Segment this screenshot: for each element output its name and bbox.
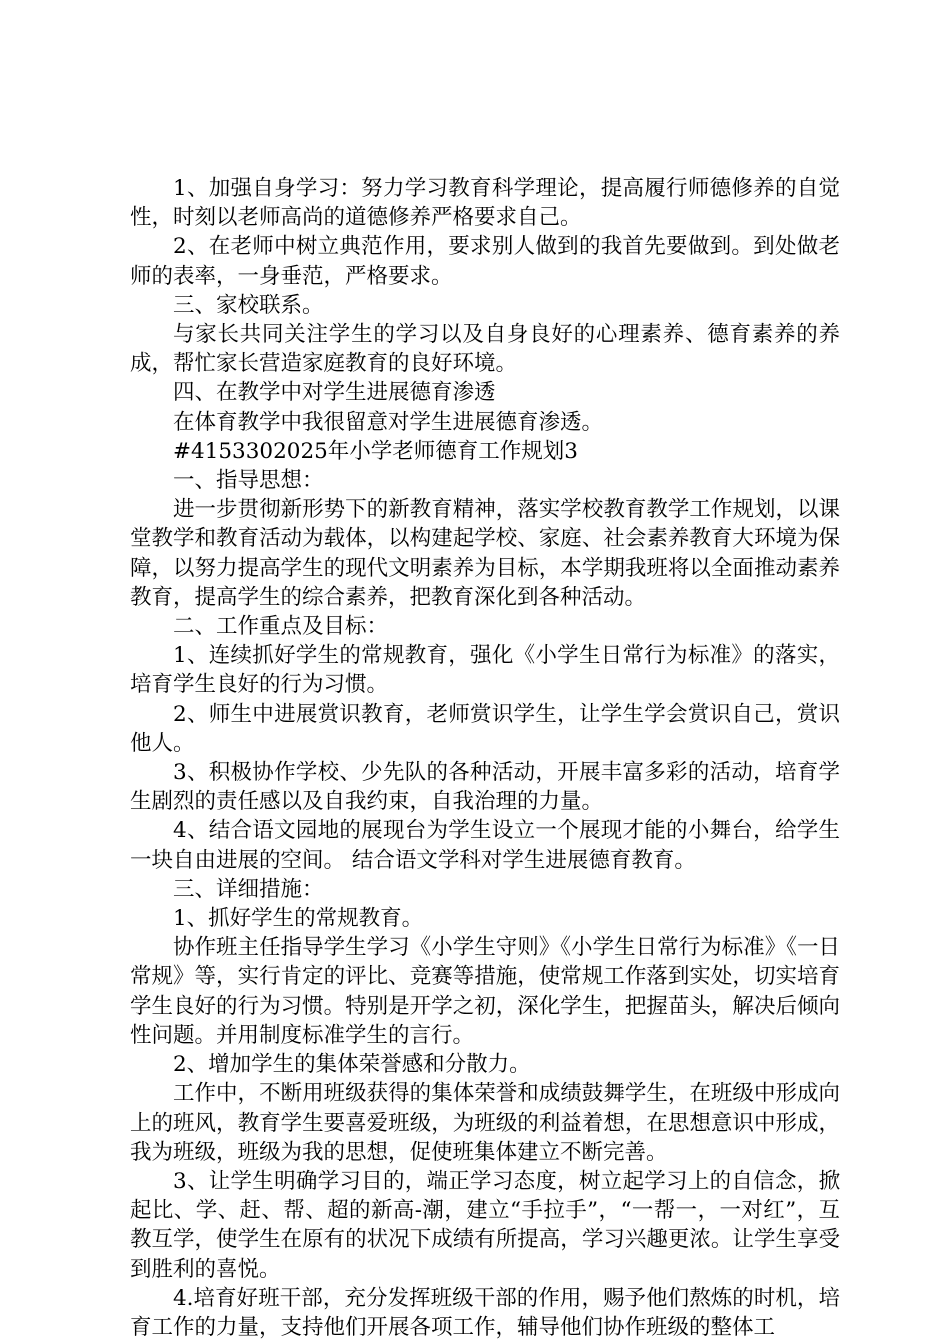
paragraph: 在体育教学中我很留意对学生进展德育渗透。: [173, 409, 604, 435]
paragraph: 3、让学生明确学习目的，端正学习态度，树立起学习上的自信念，掀起比、学、赶、帮、超的新高-潮，建立“手拉手”，“一帮一，一对红”，互教互学，使学生在原有的状况下成绩有所提高，学习兴趣更浓。让学生享受到胜利的喜悦。: [130, 1168, 840, 1282]
paragraph: 1、加强自身学习：努力学习教育科学理论，提高履行师德修养的自觉性，时刻以老师高尚的道德修养严格要求自己。: [130, 176, 840, 231]
section-heading: 四、在教学中对学生进展德育渗透: [173, 380, 496, 406]
paragraph: 与家长共同关注学生的学习以及自身良好的心理素养、德育素养的养成，帮忙家长营造家庭教育的良好环境。: [130, 322, 840, 377]
section-heading: 二、工作重点及目标：: [173, 614, 389, 640]
paragraph: 2、师生中进展赏识教育，老师赏识学生，让学生学会赏识自己，赏识他人。: [130, 701, 840, 756]
section-heading: 三、家校联系。: [173, 292, 324, 318]
section-heading: 一、指导思想：: [173, 468, 324, 494]
paragraph: 3、积极协作学校、少先队的各种活动，开展丰富多彩的活动，培育学生剧烈的责任感以及自我约束，自我治理的力量。: [130, 760, 840, 815]
paragraph: 4.培育好班干部，充分发挥班级干部的作用，赐予他们熬炼的时机，培育工作的力量，支持他们开展各项工作，辅导他们协作班级的整体工: [130, 1285, 840, 1340]
paragraph: 进一步贯彻新形势下的新教育精神，落实学校教育教学工作规划，以课堂教学和教育活动为载体，以构建起学校、家庭、社会素养教育大环境为保障，以努力提高学生的现代文明素养为目标，本学期我班将以全面推动素养教育，提高学生的综合素养，把教育深化到各种活动。: [130, 497, 840, 610]
paragraph: 协作班主任指导学生学习《小学生守则》《小学生日常行为标准》《一日常规》等，实行肯定的评比、竞赛等措施，使常规工作落到实处，切实培育学生良好的行为习惯。特别是开学之初，深化学生，把握苗头，解决后倾向性问题。并用制度标准学生的言行。: [130, 935, 840, 1048]
paragraph: 工作中，不断用班级获得的集体荣誉和成绩鼓舞学生，在班级中形成向上的班风，教育学生要喜爱班级，为班级的利益着想，在思想意识中形成，我为班级，班级为我的思想，促使班集体建立不断完善。: [130, 1081, 840, 1165]
paragraph: 1、连续抓好学生的常规教育，强化《小学生日常行为标准》的落实，培育学生良好的行为习惯。: [130, 643, 840, 698]
paragraph: 4、结合语文园地的展现台为学生设立一个展现才能的小舞台，给学生一块自由进展的空间。 结合语文学科对学生进展德育教育。: [130, 818, 840, 873]
document-body: [130, 174, 840, 1342]
subheading: 2、增加学生的集体荣誉感和分散力。: [173, 1052, 531, 1078]
section-heading: 三、详细措施：: [173, 876, 324, 902]
paragraph: 2、在老师中树立典范作用，要求别人做到的我首先要做到。到处做老师的表率，一身垂范，严格要求。: [130, 234, 840, 289]
document-title: #4153302025年小学老师德育工作规划3: [173, 438, 578, 464]
subheading: 1、抓好学生的常规教育。: [173, 906, 424, 932]
